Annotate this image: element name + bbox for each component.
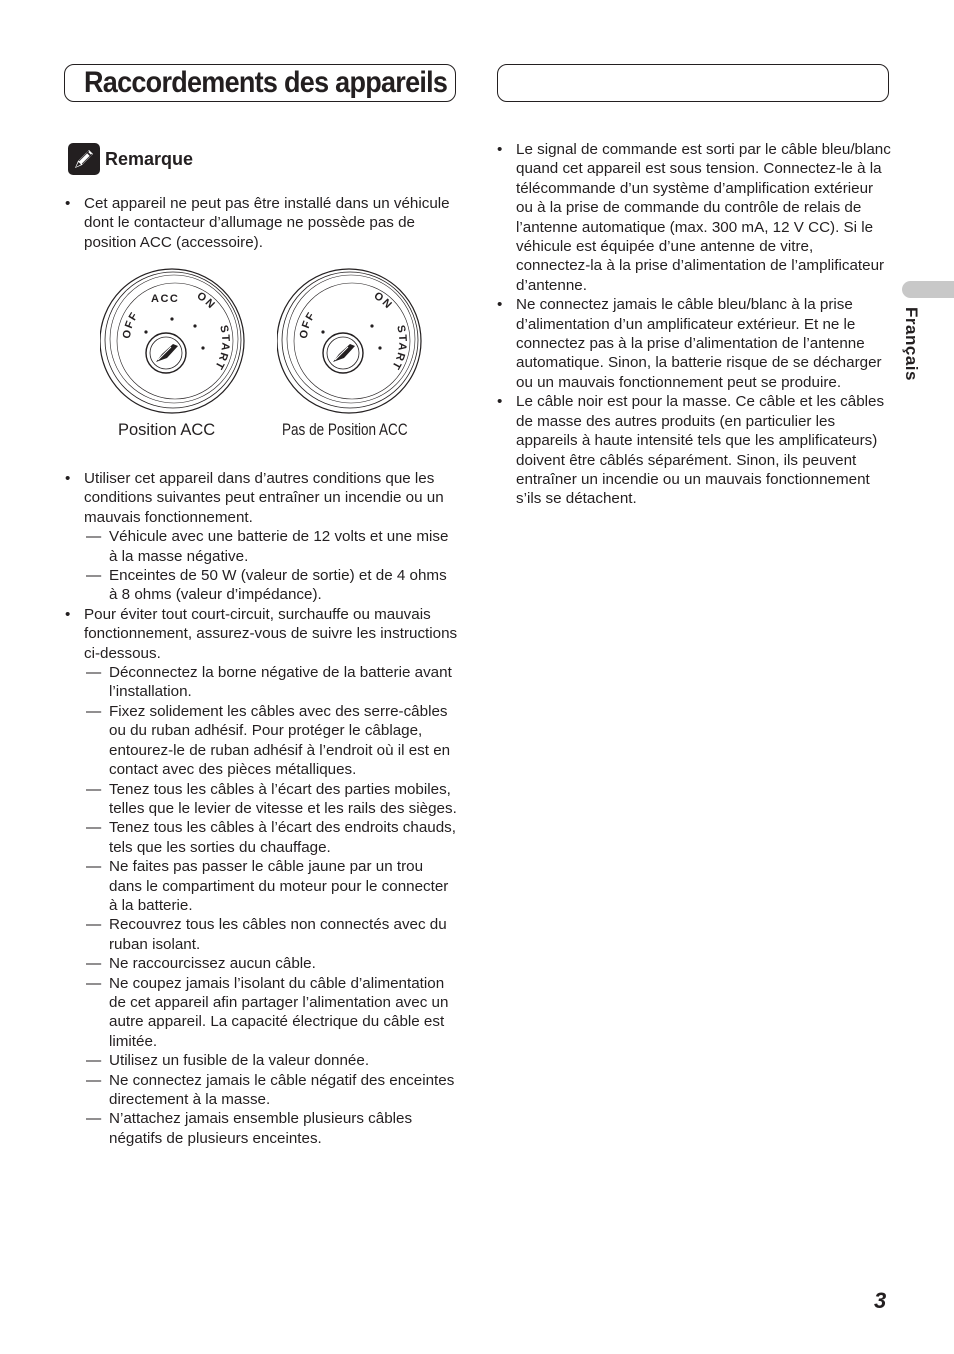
ignition-acc-figure — [100, 266, 250, 416]
note-label: Remarque — [105, 148, 194, 169]
list-item: • Le câble noir est pour la masse. Ce câble et les câbles de masse des autres produits (en particulier les appareils à haute intensité tels que les amplificateurs) doivent être câblés séparément. Sinon, ils peuvent entraîner un incendie ou un mauvais fonctionnement s’ils se détachent. — [496, 392, 891, 508]
sub-list-item: — Ne coupez jamais l’isolant du câble d’alimentation de cet appareil afin partager l’alimentation avec un autre appareil. La capacité électrique du câble est limitée. — [64, 974, 459, 1052]
note-heading — [68, 143, 193, 175]
language-tab — [902, 281, 954, 298]
sub-list-item: — Tenez tous les câbles à l’écart des parties mobiles, telles que le levier de vitesse et les rails des sièges. — [64, 780, 459, 819]
no-acc-on-label: ON — [371, 289, 395, 312]
list-item: • Le signal de commande est sorti par le câble bleu/blanc quand cet appareil est sous tension. Connectez-le à la télécommande d’un système d’amplification extérieur ou à la prise de commande du contrôle de relais de l’antenne automatique (max. 300 mA, 12 V CC). Si le véhicule est équipée d’une antenne de vitre, connectez-la à la prise d’alimentation de l’amplificateur d’antenne. — [496, 140, 891, 295]
language-label: Français — [902, 307, 921, 381]
no-acc-off-label: OFF — [297, 309, 319, 340]
ignition-no-acc-figure — [277, 266, 427, 416]
note-pencil-icon — [68, 143, 100, 175]
figure-caption-no-acc: Pas de Position ACC — [282, 421, 408, 439]
list-item: • Utiliser cet appareil dans d’autres conditions que les conditions suivantes peut entraîner un incendie ou un mauvais fonctionnement. — [64, 469, 459, 527]
page-number: 3 — [874, 1288, 887, 1313]
sub-list-item: — Véhicule avec une batterie de 12 volts et une mise à la masse négative. — [64, 527, 459, 566]
no-acc-start-label: START — [388, 324, 409, 373]
sub-list-item: — Tenez tous les câbles à l’écart des endroits chauds, tels que les sorties du chauffage. — [64, 818, 459, 857]
list-item: • Cet appareil ne peut pas être installé dans un véhicule dont le contacteur d’allumage ne possède pas de position ACC (accessoire). — [64, 194, 456, 252]
acc-on-label: ON — [194, 289, 218, 312]
acc-start-label: START — [211, 324, 232, 373]
sub-list-item: — Recouvrez tous les câbles non connectés avec du ruban isolant. — [64, 915, 459, 954]
figure-caption-acc: Position ACC — [118, 421, 216, 439]
left-instructions-list — [64, 469, 459, 1148]
sub-list-item: — Ne raccourcissez aucun câble. — [64, 954, 459, 973]
list-item: • Ne connectez jamais le câble bleu/blanc à la prise d’alimentation d’un amplificateur extérieur. Et ne le connectez pas à la prise d’alimentation de l’antenne automatique. Sinon, la batterie risque de se décharger ou un mauvais fonctionnement peut se produire. — [496, 295, 891, 392]
list-item: • Pour éviter tout court-circuit, surchauffe ou mauvais fonctionnement, assurez-vous de suivre les instructions ci-dessous. — [64, 605, 459, 663]
acc-acc-label: ACC — [151, 293, 180, 305]
sub-list-item: — Déconnectez la borne négative de la batterie avant l’installation. — [64, 663, 459, 702]
acc-off-label: OFF — [120, 309, 142, 340]
left-intro — [64, 194, 456, 252]
sub-list-item: — Ne faites pas passer le câble jaune par un trou dans le compartiment du moteur pour le connecter à la batterie. — [64, 857, 459, 915]
title-box — [64, 64, 456, 102]
sub-list-item: — N’attachez jamais ensemble plusieurs câbles négatifs de plusieurs enceintes. — [64, 1109, 459, 1148]
sub-list-item: — Enceintes de 50 W (valeur de sortie) et de 4 ohms à 8 ohms (valeur d’impédance). — [64, 566, 459, 605]
sub-list-item: — Utilisez un fusible de la valeur donnée. — [64, 1051, 459, 1070]
sub-list-item: — Fixez solidement les câbles avec des serre-câbles ou du ruban adhésif. Pour protéger le câblage, entourez-le de ruban adhésif à l’endroit où il est en contact avec des pièces métalliques. — [64, 702, 459, 780]
sub-list-item: — Ne connectez jamais le câble négatif des enceintes directement à la masse. — [64, 1071, 459, 1110]
page-title: Raccordements des appareils — [84, 66, 448, 99]
title-box-empty — [497, 64, 889, 102]
right-instructions-list — [496, 140, 891, 509]
